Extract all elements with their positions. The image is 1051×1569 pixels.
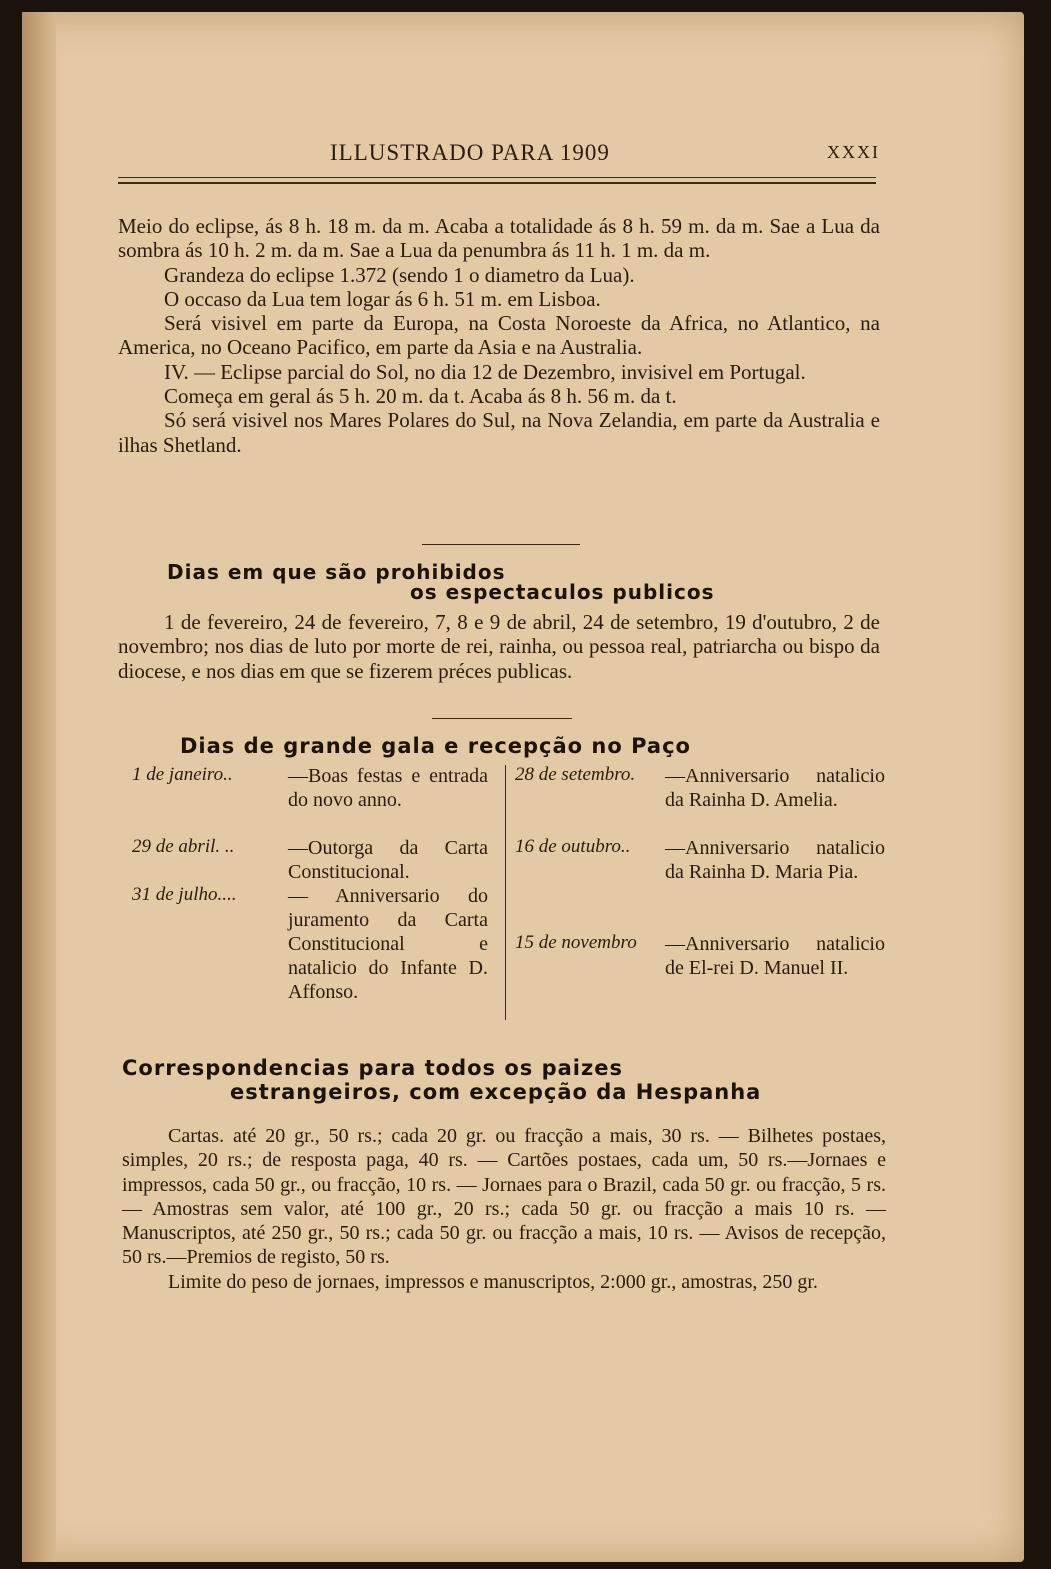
eclipse-paragraph-5: IV. — Eclipse parcial do Sol, no dia 12 de Dezembro, invisivel em Portugal.	[164, 359, 806, 384]
gala-description: —Anniversario natalicio da Rainha D. Amelia.	[665, 765, 885, 811]
eclipse-paragraph-1: Meio do eclipse, ás 8 h. 18 m. da m. Acaba a totalidade ás 8 h. 59 m. da m. Sae a Lua da sombra ás 10 h. 2 m. da m. Sae a Lua da penumbra ás 11 h. 1 m. da m.	[118, 214, 880, 263]
eclipse-paragraph-4: Será visivel em parte da Europa, na Costa Noroeste da Africa, no Atlantico, na America, no Oceano Pacifico, em parte da Asia e na Australia.	[118, 311, 880, 360]
correspondence-weight-limit: Limite do peso de jornaes, impressos e manuscriptos, 2:000 gr., amostras, 250 gr.	[168, 1270, 818, 1293]
prohibited-heading-line-2: os espectaculos publicos	[410, 580, 715, 604]
gala-left-column	[118, 764, 498, 1024]
correspondence-section	[122, 1124, 886, 1294]
gala-description: —Anniversario natalicio de El-rei D. Manuel II.	[665, 933, 885, 979]
prohibited-heading-line-1: Dias em que são prohibidos	[167, 560, 506, 584]
gala-date: 16 de outubro..	[515, 836, 631, 857]
prohibited-section	[118, 610, 880, 683]
gala-description: —Boas festas e entrada do novo anno.	[288, 765, 488, 811]
gala-date: 29 de abril. ..	[132, 836, 235, 857]
eclipse-paragraph-7: Só será visivel nos Mares Polares do Sul, na Nova Zelandia, em parte da Australia e ilhas Shetland.	[118, 408, 880, 457]
gala-right-column	[515, 764, 885, 1024]
gala-description: —Anniversario natalicio da Rainha D. Maria Pia.	[665, 837, 885, 883]
page-number: XXXI	[827, 142, 880, 162]
eclipse-paragraph-3: O occaso da Lua tem logar ás 6 h. 51 m. em Lisboa.	[164, 286, 601, 311]
book-spine-shadow	[22, 12, 56, 1562]
gala-date: 1 de janeiro..	[132, 764, 233, 785]
gala-date: 28 de setembro.	[515, 764, 636, 785]
gala-date: 31 de julho....	[132, 884, 237, 905]
eclipse-paragraph-6: Começa em geral ás 5 h. 20 m. da t. Acaba ás 8 h. 56 m. da t.	[164, 384, 677, 409]
eclipse-paragraph-2: Grandeza do eclipse 1.372 (sendo 1 o diametro da Lua).	[164, 262, 635, 287]
correspondence-heading-line-2: estrangeiros, com excepção da Hespanha	[230, 1080, 762, 1104]
gala-date: 15 de novembro	[515, 932, 637, 953]
gala-heading: Dias de grande gala e recepção no Paço	[180, 734, 691, 758]
correspondence-rates: Cartas. até 20 gr., 50 rs.; cada 20 gr. ou fracção a mais, 30 rs. — Bilhetes postaes, simples, 20 rs.; de resposta paga, 40 rs. — Cartões postaes, cada um, 50 rs.—Jornaes e impressos, cada 50 gr., ou fracção, 10 rs. — Jornaes para o Brazil, cada 50 gr. ou fracção, 5 rs. — Amostras sem valor, até 100 gr., 20 rs.; cada 50 gr. ou fracção a mais 10 rs. — Manuscriptos, até 250 gr., 50 rs.; cada 50 gr. ou fracção a mais, 10 rs. — Avisos de recepção, 50 rs.—Premios de registo, 50 rs.	[122, 1125, 886, 1269]
header-rule	[118, 177, 876, 184]
section-separator	[432, 718, 572, 719]
page-header	[120, 140, 880, 170]
correspondence-heading-line-1: Correspondencias para todos os paizes	[122, 1056, 623, 1080]
running-title: ILLUSTRADO PARA 1909	[330, 140, 610, 165]
prohibited-text: 1 de fevereiro, 24 de fevereiro, 7, 8 e 9 de abril, 24 de setembro, 19 d'outubro, 2 de novembro; nos dias de luto por morte de rei, rainha, ou pessoa real, patriarcha ou bispo da diocese, e nos dias em que se fizerem préces publicas.	[118, 610, 880, 683]
eclipse-section	[118, 214, 880, 457]
gala-description: —Outorga da Carta Constitucional.	[288, 837, 488, 883]
gala-description: — Anniversario do juramento da Carta Constitucional e natalicio do Infante D. Affonso.	[288, 885, 488, 1003]
section-separator	[422, 544, 580, 545]
column-divider	[505, 765, 506, 1020]
